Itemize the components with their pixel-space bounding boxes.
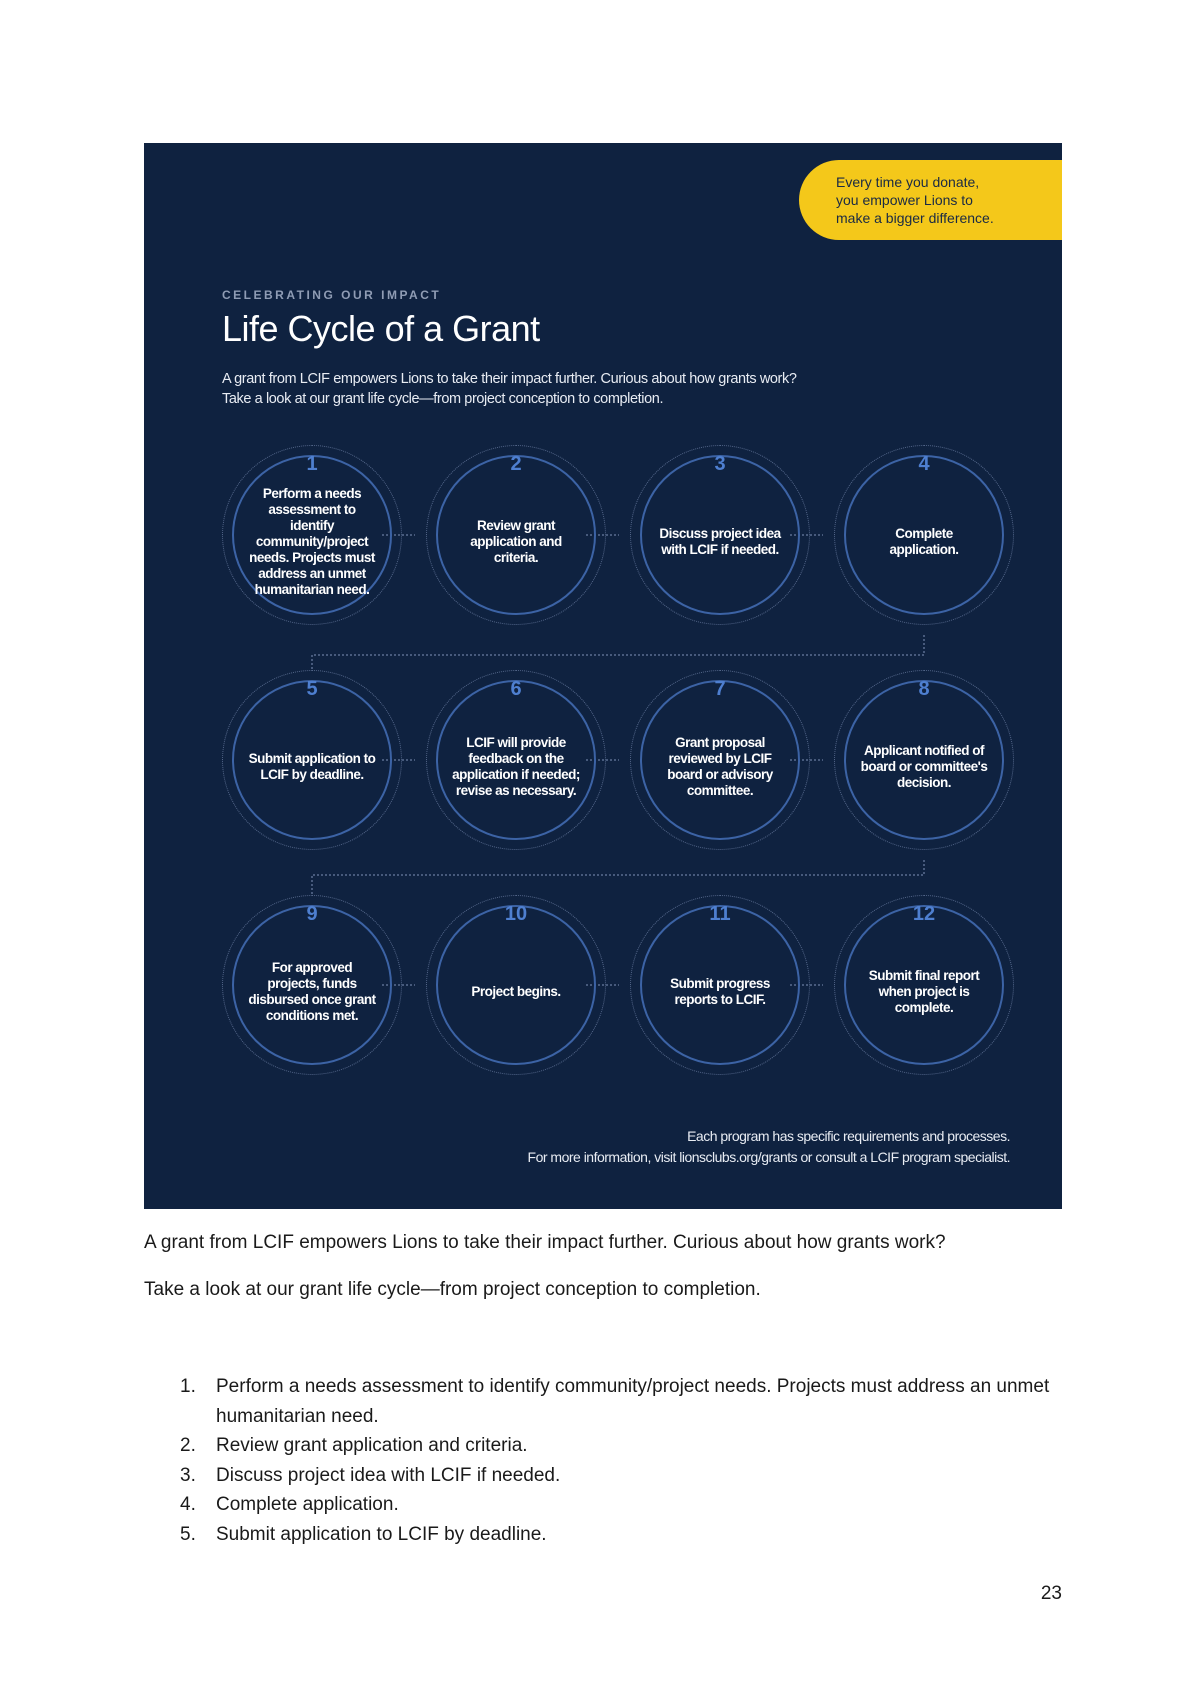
connector-4-5 (312, 635, 924, 670)
step-text: Discuss project idea with LCIF if needed. (659, 526, 781, 557)
list-item-number: 4. (180, 1494, 196, 1515)
list-item (180, 1372, 1070, 1431)
step-circle-1 (222, 445, 402, 625)
step-number: 9 (306, 903, 318, 925)
step-circle-10 (426, 895, 606, 1075)
list-item (180, 1490, 1070, 1520)
body-paragraph-2: Take a look at our grant life cycle—from project conception to completion. (144, 1279, 761, 1300)
list-item-text: Complete application. (216, 1494, 399, 1515)
list-item (180, 1461, 1070, 1491)
list-item-text: Submit application to LCIF by deadline. (216, 1523, 547, 1545)
donate-callout (799, 160, 1062, 240)
step-number: 7 (714, 678, 726, 700)
list-item-number: 3. (180, 1464, 196, 1486)
step-text: Perform a needs assessment to identify community/project needs. Projects must address an unmet humanitarian need. (249, 486, 375, 597)
step-number: 10 (504, 903, 528, 925)
step-text: Applicant notified of board or committee's decision. (860, 743, 988, 790)
list-item (180, 1520, 1070, 1550)
step-text: For approved projects, funds disbursed once grant conditions met. (248, 960, 376, 1023)
step-number: 5 (306, 678, 318, 700)
infographic-footer-note: Each program has specific requirements and processes. For more information, visit lionsclubs.org/grants or consult a LCIF program specialist. (527, 1128, 1010, 1165)
list-item-number: 2. (180, 1435, 196, 1456)
page-number: 23 (1040, 1583, 1062, 1604)
step-circle-6 (426, 670, 606, 850)
step-number: 12 (912, 903, 936, 925)
steps-list (180, 1372, 1070, 1549)
step-text: Review grant application and criteria. (470, 518, 562, 565)
step-number: 8 (918, 678, 930, 700)
grant-life-cycle-infographic (144, 143, 1062, 1209)
step-number: 3 (714, 453, 726, 475)
list-item-number: 5. (180, 1523, 196, 1545)
step-text: Submit application to LCIF by deadline. (248, 751, 376, 782)
step-circle-9 (222, 895, 402, 1075)
eyebrow-label: CELEBRATING OUR IMPACT (222, 288, 442, 302)
step-circle-5 (222, 670, 402, 850)
connector-8-9 (312, 860, 924, 895)
step-number: 4 (918, 453, 930, 475)
list-item-text: Perform a needs assessment to identify community/project needs. Projects must address an unmet humanitarian need. (216, 1376, 1050, 1427)
list-item-text: Discuss project idea with LCIF if needed. (216, 1464, 561, 1486)
infographic-title: Life Cycle of a Grant (222, 308, 540, 349)
step-circle-4 (834, 445, 1014, 625)
list-item-number: 1. (180, 1376, 196, 1397)
step-number: 6 (510, 678, 522, 700)
step-circle-3 (630, 445, 810, 625)
step-text: Complete application. (889, 526, 959, 557)
infographic-intro: A grant from LCIF empowers Lions to take their impact further. Curious about how grants work? Take a look at our grant life cycle—from project conception to completion. (222, 371, 797, 407)
step-text: LCIF will provide feedback on the application if needed; revise as necessary. (452, 735, 580, 798)
step-text: Submit final report when project is complete. (868, 968, 980, 1015)
list-item (180, 1431, 1070, 1461)
step-circle-7 (630, 670, 810, 850)
step-text: Submit progress reports to LCIF. (670, 976, 770, 1007)
step-circle-8 (834, 670, 1014, 850)
step-circle-2 (426, 445, 606, 625)
step-text: Project begins. (471, 984, 561, 999)
step-number: 11 (709, 903, 731, 925)
donate-callout-text: Every time you donate, you empower Lions to make a bigger difference. (836, 174, 994, 226)
body-paragraph-1: A grant from LCIF empowers Lions to take their impact further. Curious about how grants work? (144, 1232, 946, 1253)
step-number: 1 (306, 453, 318, 475)
step-circle-12 (834, 895, 1014, 1075)
list-item-text: Review grant application and criteria. (216, 1435, 528, 1456)
step-number: 2 (510, 453, 522, 475)
step-text: Grant proposal reviewed by LCIF board or advisory committee. (667, 735, 773, 798)
step-circle-11 (630, 895, 810, 1075)
